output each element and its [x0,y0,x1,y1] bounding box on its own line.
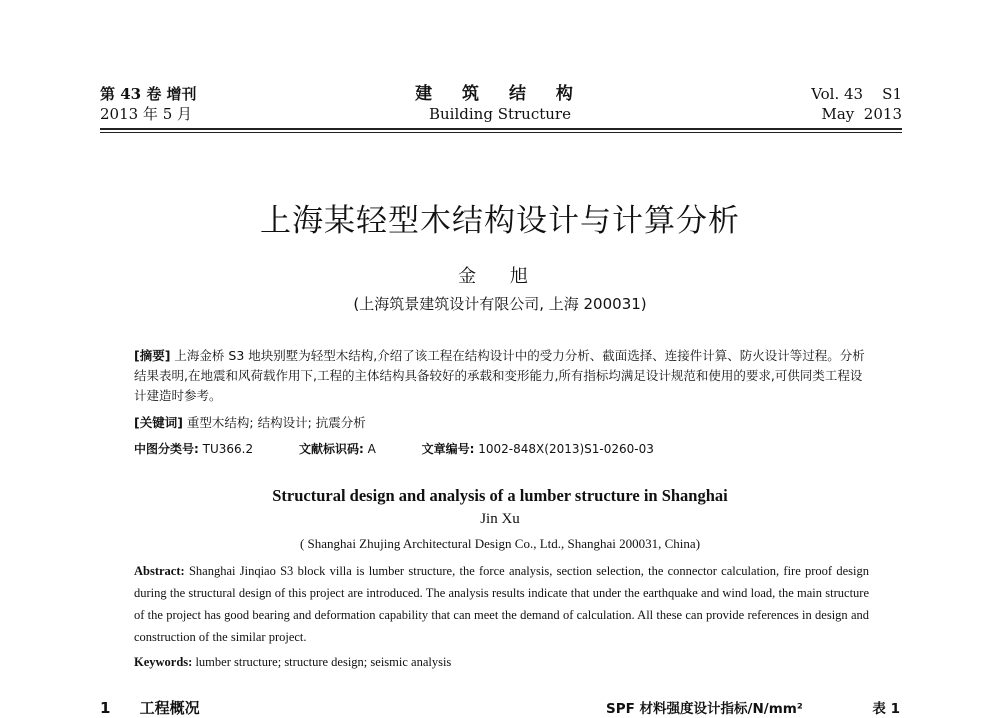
abstract-label-en: Abstract: [134,564,185,578]
section-title: 工程概况 [139,699,200,717]
document-code: 文献标识码: A [298,442,376,456]
table-caption: SPF 材料强度设计指标/N/mm² [606,701,803,717]
header-rule-thin [100,132,902,133]
abstract-cn [134,346,869,406]
author-cn: 金 旭 [458,266,542,287]
author-en: Jin Xu [480,511,520,527]
keywords-label-en: Keywords: [134,655,193,669]
header-rule-thick [100,128,902,130]
abstract-en [134,560,869,648]
clc-code: 中图分类号: TU366.2 [134,442,254,456]
keywords-text-cn: 重型木结构; 结构设计; 抗震分析 [186,415,366,430]
volume-en: Vol. 43 S1 [811,85,902,103]
journal-name-en: Building Structure [429,105,571,123]
affiliation-cn: (上海筑景建筑设计有限公司, 上海 200031) [353,295,647,313]
abstract-label-cn: [摘要] [134,348,171,363]
article-number: 文章编号: 1002-848X(2013)S1-0260-03 [421,442,654,456]
date-en: May 2013 [821,105,902,123]
affiliation-en: ( Shanghai Zhujing Architectural Design Co., Ltd., Shanghai 200031, China) [299,536,701,551]
keywords-text-en: lumber structure; structure design; seismic analysis [195,655,452,669]
keywords-cn [134,413,869,433]
journal-name-cn: 建 筑 结 构 [415,84,585,104]
abstract-text-en: Shanghai Jinqiao S3 block villa is lumber structure, the force analysis, section selection, the connector calculation, fire proof design during the structural design of this project are introduced. The analysis results indicate that under the earthquake and wind load, the main structure of the project has good bearing and deformation capability that can meet the demand of calculation. All these can provide references in design and construction of the similar project. [134,564,869,644]
keywords-label-cn: [关键词] [134,415,183,430]
abstract-text-cn: 上海金桥 S3 地块别墅为轻型木结构,介绍了该工程在结构设计中的受力分析、截面选择、连接件计算、防火设计等过程。分析结果表明,在地震和风荷载作用下,工程的主体结构具备较好的承载和变形能力,所有指标均满足设计规范和使用的要求,可供同类工程设计建造时参考。 [134,348,865,403]
keywords-en [134,652,869,672]
paper-title-cn: 上海某轻型木结构设计与计算分析 [260,203,740,239]
classification-line [134,439,869,459]
volume-cn: 第 43 卷 增刊 [100,85,197,103]
section-number: 1 [100,699,111,717]
date-cn: 2013 年 5 月 [100,105,193,123]
paper-title-en: Structural design and analysis of a lumber structure in Shanghai [272,486,728,505]
journal-volume-en-block [811,84,902,124]
section-heading [100,697,200,718]
table-number: 表 1 [872,701,900,717]
